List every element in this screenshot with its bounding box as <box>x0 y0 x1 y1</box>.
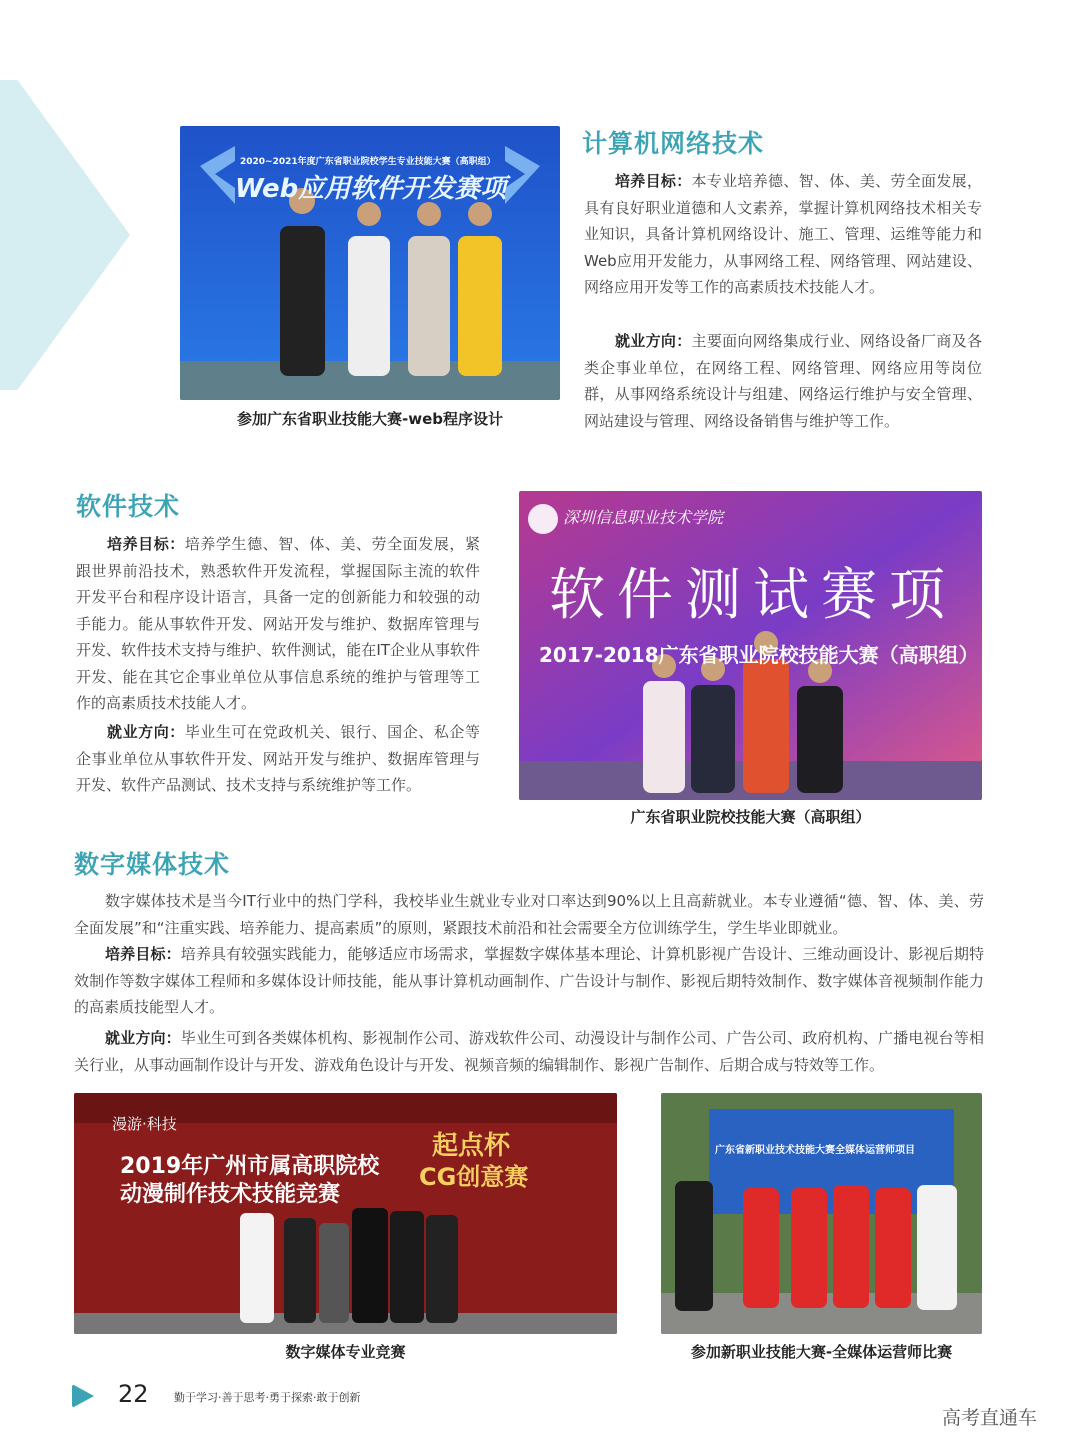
photo-school-name: 深圳信息职业技术学院 <box>563 508 724 527</box>
photo-software-test <box>519 491 982 800</box>
media-goal-text: 培养具有较强实践能力，能够适应市场需求，掌握数字媒体基本理论、计算机影视广告设计、三维动画设计、影视后期特效制作等数字媒体工程师和多媒体设计师技能，能从事计算机动画制作、广告设计与制作、影视后期特效制作、数字媒体音视频制作能力的高素质技能型人才。 <box>74 945 984 1016</box>
network-job-text: 主要面向网络集成行业、网络设备厂商及各类企事业单位，在网络工程、网络管理、网络应用等岗位群，从事网络系统设计与组建、网络运行维护与安全管理、网站建设与管理、网络设备销售与维护等工作。 <box>584 332 982 430</box>
media-goal-paragraph <box>74 941 984 1021</box>
network-job-paragraph <box>584 328 982 434</box>
media-job-label: 就业方向： <box>105 1029 181 1047</box>
photo1-logo: 漫游·科技 <box>112 1115 177 1133</box>
caption-media-operator: 参加新职业技能大赛-全媒体运营师比赛 <box>690 1343 953 1361</box>
photo-main-title: 软件测试赛项 <box>549 563 957 628</box>
photo1-cup: 起点杯 <box>432 1131 511 1161</box>
section-title-software: 软件技术 <box>76 492 181 521</box>
network-job-label: 就业方向： <box>615 332 692 350</box>
media-goal-label: 培养目标： <box>105 945 181 963</box>
page-number: 22 <box>118 1380 149 1408</box>
footer-arrow-icon <box>72 1384 94 1408</box>
network-goal-paragraph <box>584 168 982 301</box>
network-goal-label: 培养目标： <box>615 172 692 190</box>
photo1-cup2: CG创意赛 <box>419 1163 529 1191</box>
photo1-line1: 2019年广州市属高职院校 <box>120 1154 380 1179</box>
software-job-text: 毕业生可在党政机关、银行、国企、私企等企事业单位从事软件开发、网站开发与维护、数据库管理与开发、软件产品测试、技术支持与系统维护等工作。 <box>76 723 480 794</box>
watermark-text: 高考直通车 <box>942 1407 1038 1429</box>
decorative-corner-shape <box>0 80 130 390</box>
media-intro-paragraph: 数字媒体技术是当今IT行业中的热门学科，我校毕业生就业专业对口率达到90%以上且高薪就业。本专业遵循“德、智、体、美、劳全面发展”和“注重实践、培养能力、提高素质”的原则，紧跟技术前沿和社会需要全方位训练学生，学生毕业即就业。 <box>74 892 984 937</box>
section-title-network: 计算机网络技术 <box>582 129 765 158</box>
software-job-label: 就业方向： <box>107 723 185 741</box>
software-goal-text: 培养学生德、智、体、美、劳全面发展，紧跟世界前沿技术，熟悉软件开发流程，掌握国际主流的软件开发平台和程序设计语言，具备一定的创新能力和较强的动手能力。能从事软件开发、网站开发与维护、数据库管理与开发、软件技术支持与维护、软件测试，能在IT企业从事软件开发、能在其它企事业单位从事信息系统的维护与管理等工作的高素质技术技能人才。 <box>76 535 480 712</box>
photo-banner-title: 2020~2021年度广东省职业院校学生专业技能大赛（高职组） <box>240 157 496 167</box>
software-job-paragraph <box>76 719 480 799</box>
media-job-paragraph <box>74 1025 984 1078</box>
software-goal-paragraph <box>76 531 480 717</box>
photo-sub-title: 2017-2018广东省职业院校技能大赛（高职组） <box>539 643 979 667</box>
photo-banner-main: Web应用软件开发赛项 <box>235 174 507 204</box>
caption-animation-competition: 数字媒体专业竞赛 <box>285 1343 406 1361</box>
photo-animation-competition <box>74 1093 617 1334</box>
section-title-media: 数字媒体技术 <box>74 850 231 879</box>
footer-slogan: 勤于学习·善于思考·勇于探索·敢于创新 <box>174 1391 361 1404</box>
software-goal-label: 培养目标： <box>107 535 185 553</box>
photo1-line2: 动漫制作技术技能竞赛 <box>120 1182 341 1207</box>
network-goal-text: 本专业培养德、智、体、美、劳全面发展，具有良好职业道德和人文素养，掌握计算机网络技术相关专业知识，具备计算机网络设计、施工、管理、运维等能力和Web应用开发能力，从事网络工程、网络管理、网站建设、网络应用开发等工作的高素质技术技能人才。 <box>584 172 982 296</box>
caption-web-competition: 参加广东省职业技能大赛-web程序设计 <box>237 410 503 428</box>
photo-web-competition <box>180 126 560 400</box>
media-job-text: 毕业生可到各类媒体机构、影视制作公司、游戏软件公司、动漫设计与制作公司、广告公司、政府机构、广播电视台等相关行业，从事动画制作设计与开发、游戏角色设计与开发、视频音频的编辑制作、影视广告制作、后期合成与特效等工作。 <box>74 1029 984 1074</box>
photo2-banner: 广东省新职业技术技能大赛全媒体运营师项目 <box>715 1145 915 1156</box>
caption-software-test: 广东省职业院校技能大赛（高职组） <box>630 808 871 826</box>
photo-media-operator <box>661 1093 982 1334</box>
